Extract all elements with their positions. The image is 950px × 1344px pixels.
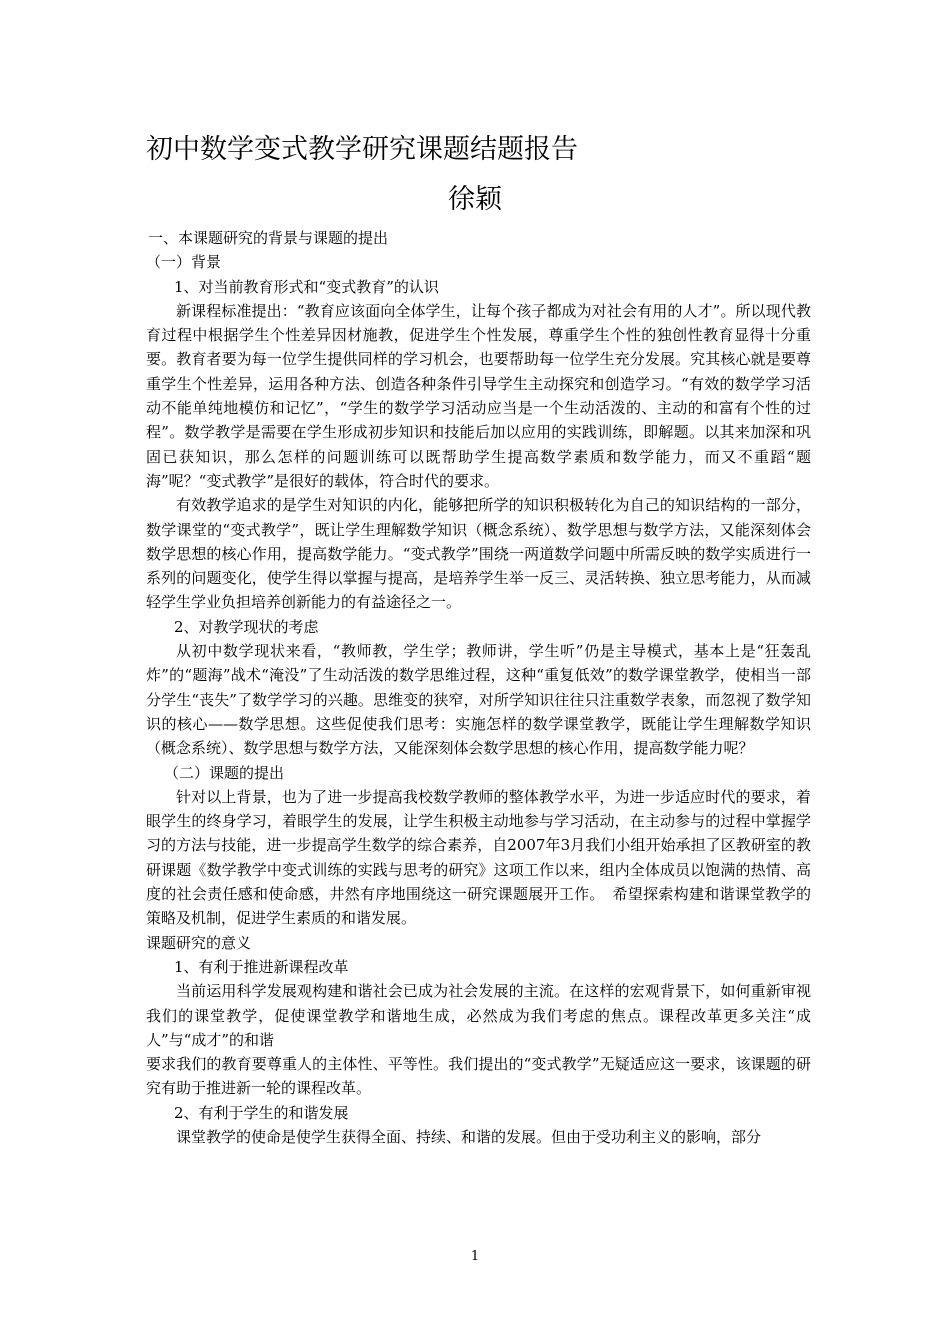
paragraph-new-curriculum: 新课程标准提出：“教育应该面向全体学生，让每个孩子都成为对社会有用的人才”。所以现代教育过程中根据学生个性差异因材施教，促进学生个性发展，尊重学生个性的独创性教育显得十分重要。教育者要为每一位学生提供同样的学习机会，也要帮助每一位学生充分发展。究其核心就是要尊重学生个性差异，运用各种方法、创造各种条件引导学生主动探究和创造学习。“有效的数学学习活动不能单纯地模仿和记忆”，“学生的数学学习活动应当是一个生动活泼的、主动的和富有个性的过程”。数学教学是需要在学生形成初步知识和技能后加以应用的实践训练，即解题。以其来加深和巩固已获知识，那么怎样的问题训练可以既帮助学生提高数学素质和数学能力，而又不重蹈“题海”呢？“变式教学”是很好的载体，符合时代的要求。 (146, 301, 811, 490)
paragraph-current-status: 从初中数学现状来看，“教师教，学生学；教师讲，学生听”仍是主导模式，基本上是“狂轰乱炸”的“题海”战术“淹没”了生动活泼的数学思维过程，这种“重复低效”的数学课堂教学，使相当一部分学生“丧失”了数学学习的兴趣。思维变的狭窄，对所学知识往往只注重数学表象，而忽视了数学知识的核心——数学思想。这些促使我们思考：实施怎样的数学课堂教学，既能让学生理解数学知识（概念系统）、数学思想与数学方法，又能深刻体会数学思想的核心作用，提高数学能力呢？ (146, 642, 811, 758)
paragraph-effective-teaching: 有效教学追求的是学生对知识的内化，能够把所学的知识积极转化为自己的知识结构的一部分，数学课堂的“变式教学”，既让学生理解数学知识（概念系统）、数学思想与数学方法，又能深刻体会数学思想的核心作用，提高数学能力。“变式教学”围绕一两道数学问题中所需反映的数学实质进行一系列的问题变化，使学生得以掌握与提高，是培养学生举一反三、灵活转换、独立思考能力，从而减轻学生学业负担培养创新能力的有益途径之一。 (146, 496, 811, 612)
item-heading-teaching-status: 2、对教学现状的考虑 (174, 617, 319, 636)
paragraph-subjectivity: 要求我们的教育要尊重人的主体性、平等性。我们提出的“变式教学”无疑适应这一要求，该课题的研究有助于推进新一轮的课程改革。 (146, 1055, 811, 1098)
paragraph-harmonious-society: 当前运用科学发展观构建和谐社会已成为社会发展的主流。在这样的宏观背景下，如何重新审视我们的课堂教学，促使课堂教学和谐地生成，必然成为我们考虑的焦点。课程改革更多关注“成人”与“成才”的和谐 (146, 982, 811, 1049)
section-heading-background: 一、本课题研究的背景与课题的提出 (148, 229, 389, 247)
paragraph-classroom-mission: 课堂教学的使命是使学生获得全面、持续、和谐的发展。但由于受功利主义的影响，部分 (176, 1127, 762, 1146)
item-heading-curriculum-reform: 1、有利于推进新课程改革 (174, 957, 349, 976)
subsection-heading-background: （一）背景 (146, 253, 222, 272)
subsection-heading-proposal: （二）课题的提出 (164, 763, 285, 782)
paragraph-proposal: 针对以上背景，也为了进一步提高我校数学教师的整体教学水平，为进一步适应时代的要求，着眼学生的终身学习，着眼学生的发展，让学生积极主动地参与学习活动，在主动参与的过程中掌握学习的方法与技能，进一步提高学生数学的综合素养，自2007年3月我们小组开始承担了区教研室的教研课题《数学教学中变式训练的实践与思考的研究》这项工作以来，组内全体成员以饱满的热情、高度的社会责任感和使命感，井然有序地围绕这一研究课题展开工作。 希望探索构建和谐课堂教学的策略及机制，促进学生素质的和谐发展。 (146, 787, 811, 928)
document-author: 徐颖 (448, 184, 502, 215)
item-heading-student-development: 2、有利于学生的和谐发展 (174, 1103, 349, 1122)
document-title: 初中数学变式教学研究课题结题报告 (146, 134, 578, 165)
document-body (146, 226, 811, 1149)
section-heading-significance: 课题研究的意义 (146, 933, 252, 952)
page-number: 1 (470, 1249, 480, 1264)
item-heading-education-form: 1、对当前教育形式和“变式教育”的认识 (174, 277, 439, 296)
